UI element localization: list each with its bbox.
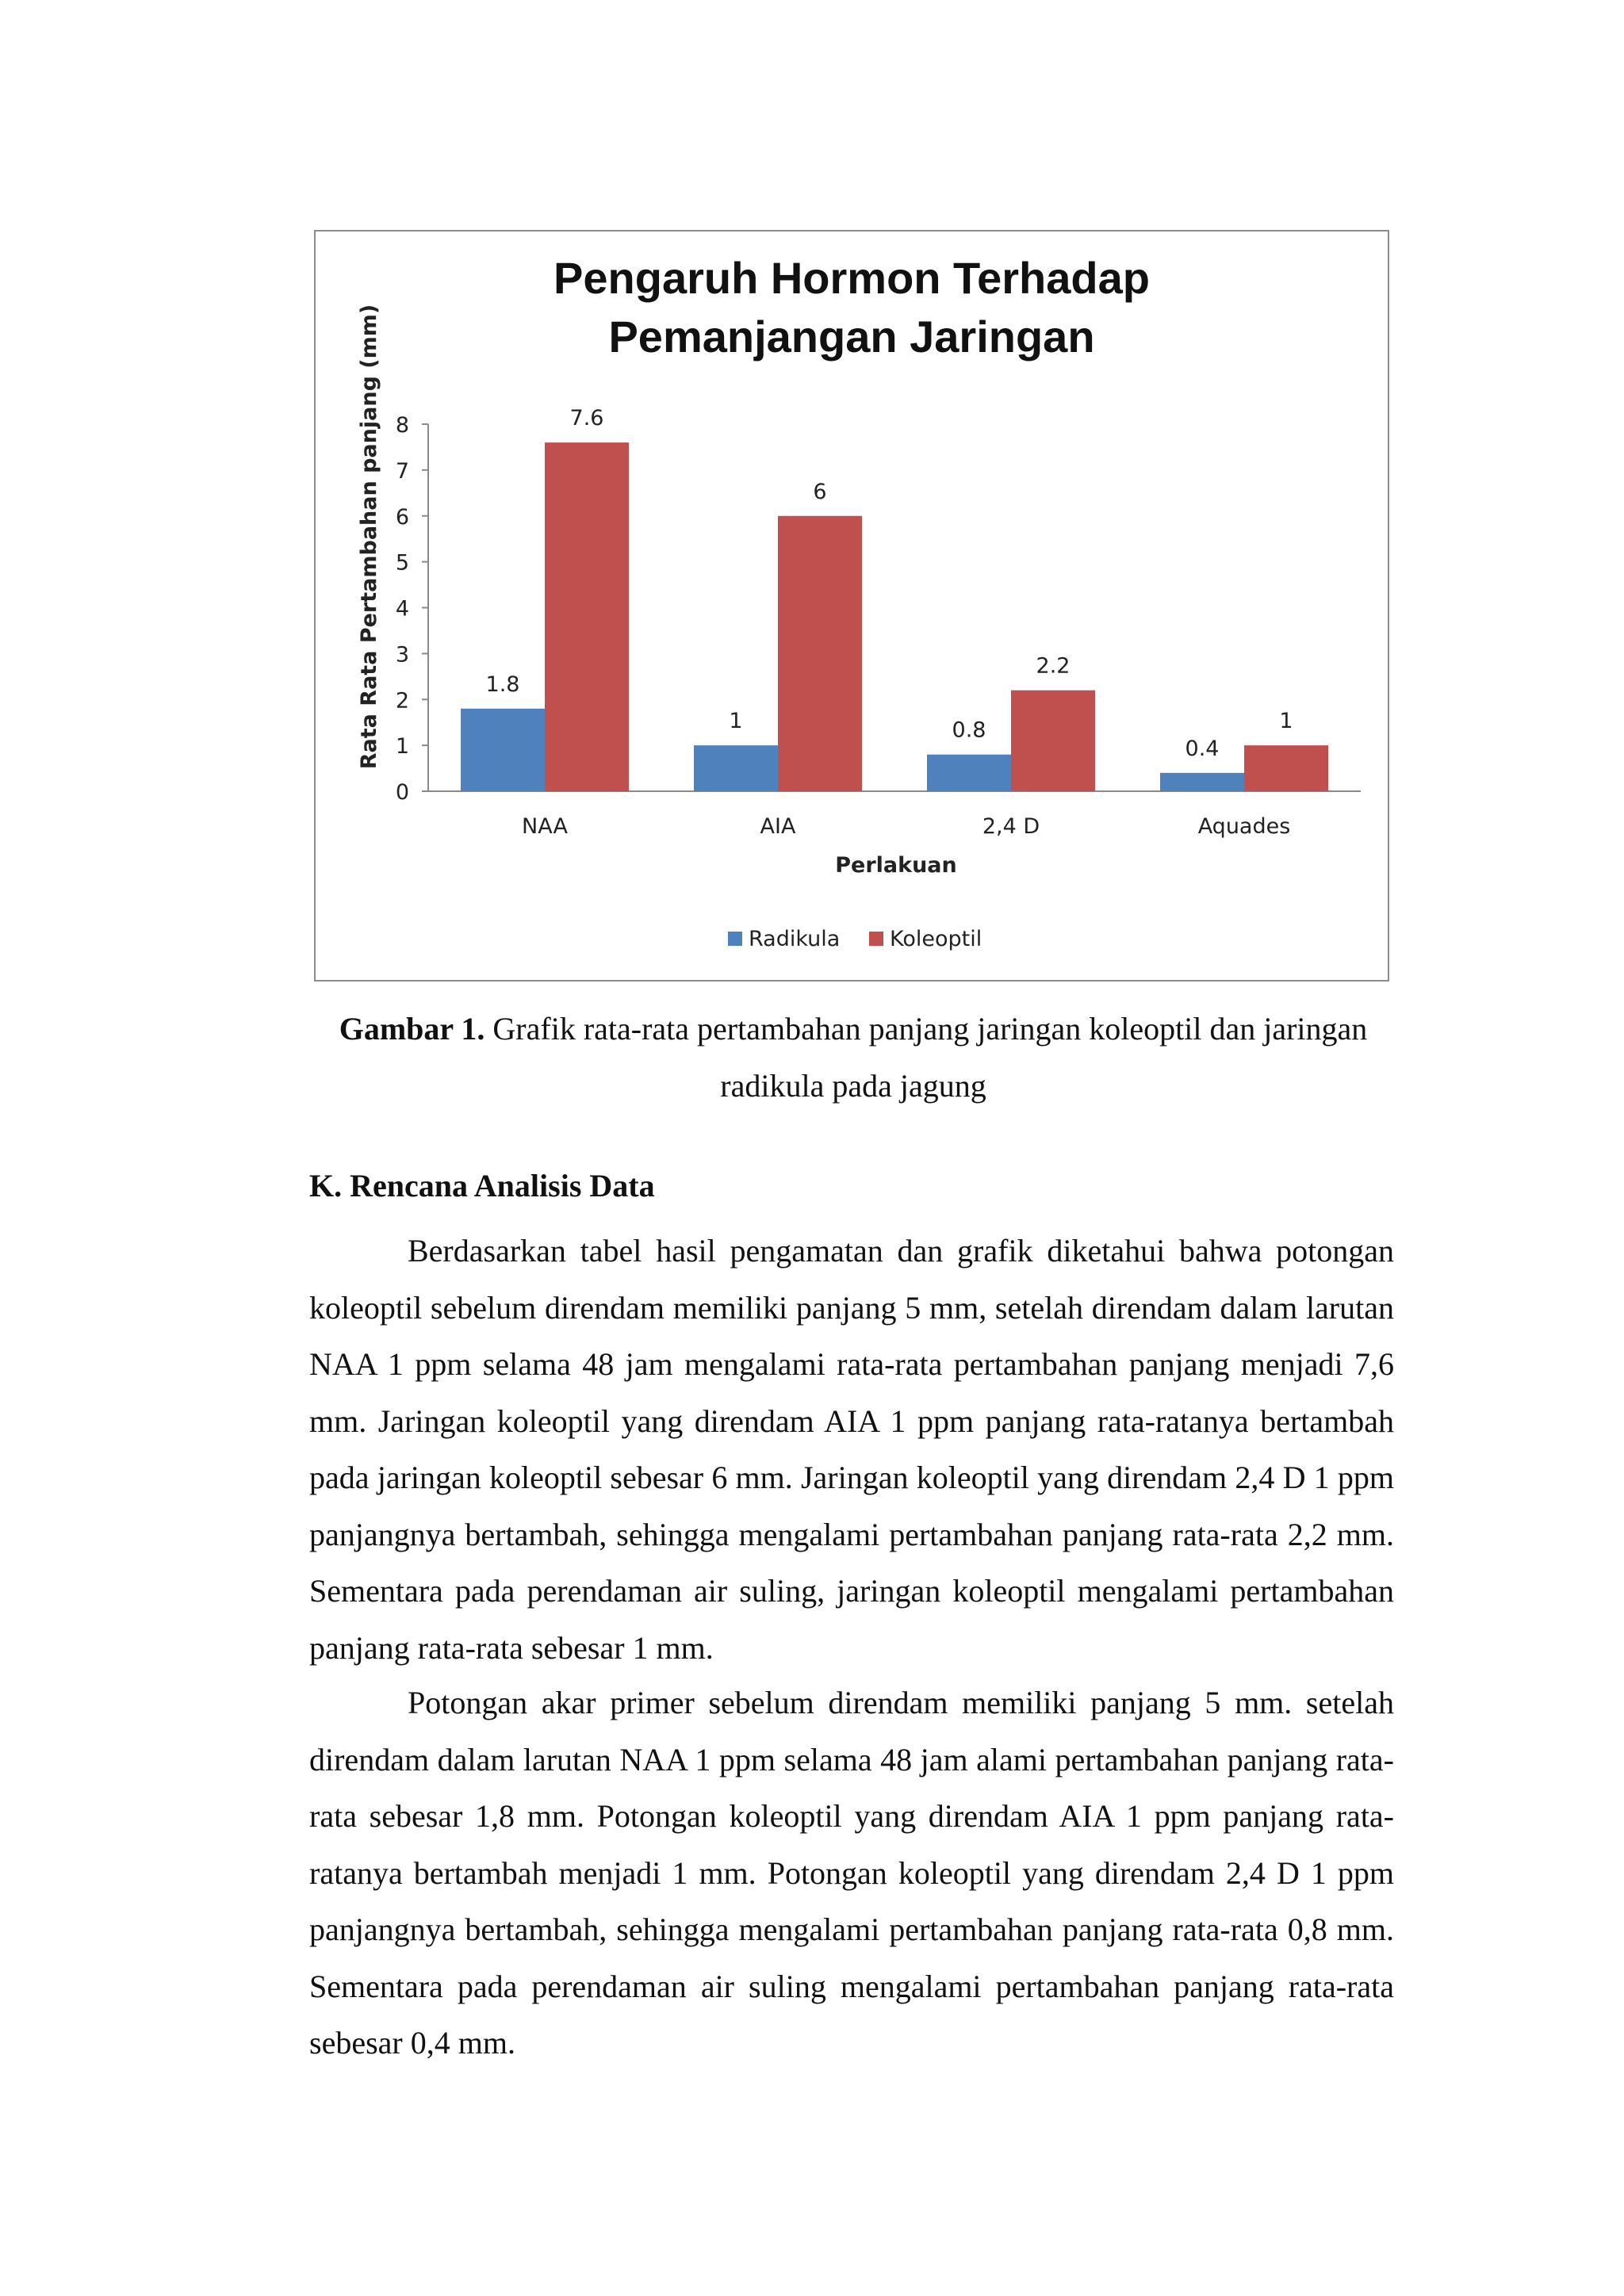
data-label-koleoptil: 7.6 [569, 406, 604, 431]
legend-swatch-koleoptil [869, 932, 883, 946]
data-label-koleoptil: 2.2 [1036, 653, 1071, 679]
y-tick-label: 2 [395, 688, 409, 714]
bar-radikula [461, 709, 545, 791]
section-heading: K. Rencana Analisis Data [309, 1168, 655, 1203]
y-tick-label: 7 [395, 458, 409, 484]
legend-swatch-radikula [728, 932, 742, 946]
paragraph-1: Berdasarkan tabel hasil pengamatan dan grafik diketahui bahwa potongan koleoptil sebelum direndam memiliki panjang 5 mm, setelah direndam dalam larutan NAA 1 ppm selama 48 jam mengalami rata-rata pertambahan panjang menjadi 7,6 mm. Jaringan koleoptil yang direndam AIA 1 ppm panjang rata-ratanya bertambah pada jaringan koleoptil sebesar 6 mm. Jaringan koleoptil yang direndam 2,4 D 1 ppm panjangnya bertambah, sehingga mengalami pertambahan panjang rata-rata 2,2 mm. Sementara pada perendaman air suling, jaringan koleoptil mengalami pertambahan panjang rata-rata sebesar 1 mm. [309, 1233, 1394, 1666]
x-tick-label: NAA [522, 814, 568, 839]
bar-koleoptil [1011, 691, 1095, 791]
paragraph-2: Potongan akar primer sebelum direndam memiliki panjang 5 mm. setelah direndam dalam larutan NAA 1 ppm selama 48 jam alami pertambahan panjang rata-rata sebesar 1,8 mm. Potongan koleoptil yang direndam AIA 1 ppm panjang rata-ratanya bertambah menjadi 1 mm. Potongan koleoptil yang direndam 2,4 D 1 ppm panjangnya bertambah, sehingga mengalami pertambahan panjang rata-rata 0,8 mm. Sementara pada perendaman air suling mengalami pertambahan panjang rata-rata sebesar 0,4 mm. [309, 1685, 1394, 2061]
bar-koleoptil [778, 516, 862, 791]
y-tick-label: 6 [395, 504, 409, 530]
data-label-koleoptil: 1 [1279, 709, 1293, 734]
bar-radikula [694, 745, 778, 791]
y-tick-label: 1 [395, 734, 409, 760]
data-label-radikula: 1.8 [485, 672, 520, 697]
y-tick-label: 8 [395, 413, 409, 438]
x-axis-title: Perlakuan [835, 853, 957, 878]
y-tick-label: 3 [395, 642, 409, 668]
bar-chart [316, 232, 1388, 980]
data-label-radikula: 0.8 [952, 718, 986, 743]
chart-container [314, 230, 1389, 982]
chart-title-line-2: Pemanjangan Jaringan [608, 312, 1095, 362]
chart-title-line-1: Pengaruh Hormon Terhadap [553, 253, 1150, 303]
caption-label: Gambar 1. [339, 1011, 485, 1047]
caption-text: Grafik rata-rata pertambahan panjang jaringan koleoptil dan jaringan radikula pada jagung [485, 1011, 1368, 1104]
y-tick-label: 4 [395, 596, 409, 622]
y-tick-label: 5 [395, 550, 409, 576]
y-tick-label: 0 [395, 780, 409, 805]
y-axis-title: Rata Rata Pertambahan panjang (mm) [357, 304, 381, 770]
x-tick-label: 2,4 D [982, 814, 1040, 839]
x-tick-label: AIA [760, 814, 796, 839]
bar-radikula [927, 755, 1011, 791]
bar-radikula [1160, 773, 1244, 791]
legend-label-radikula: Radikula [749, 927, 841, 951]
legend-label-koleoptil: Koleoptil [890, 927, 982, 951]
data-label-koleoptil: 6 [813, 479, 827, 504]
bar-koleoptil [1244, 745, 1328, 791]
data-label-radikula: 0.4 [1185, 736, 1220, 761]
bar-koleoptil [545, 442, 629, 791]
figure-caption [314, 1001, 1392, 1115]
data-label-radikula: 1 [729, 709, 743, 734]
x-tick-label: Aquades [1197, 814, 1291, 839]
